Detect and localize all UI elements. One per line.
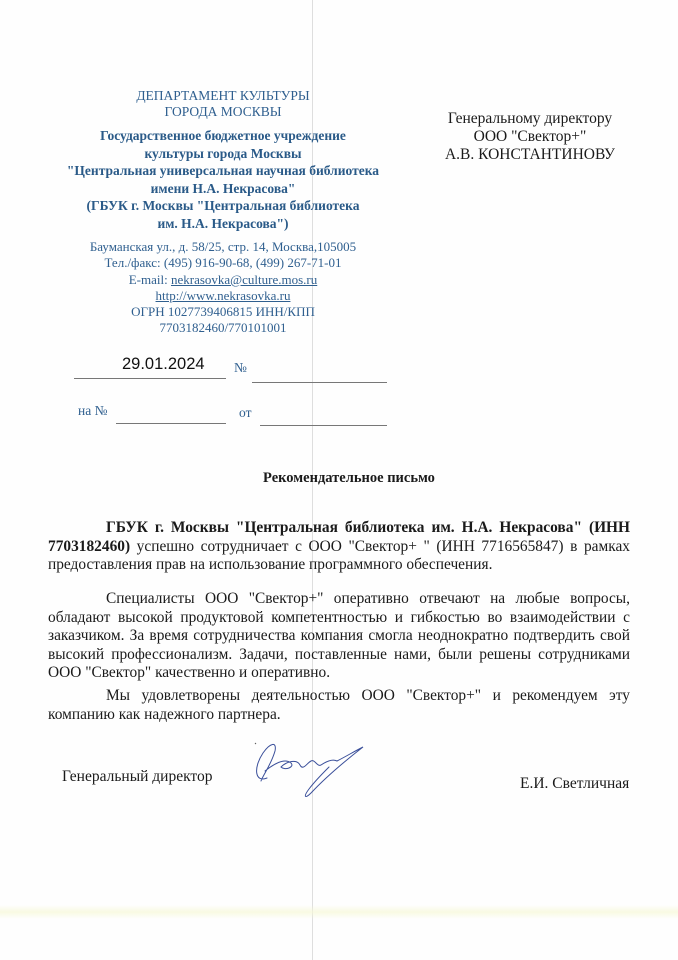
addressee-line: Генеральному директору: [447, 110, 613, 127]
department-line: ГОРОДА МОСКВЫ: [164, 104, 282, 119]
from-label: от: [239, 405, 252, 420]
letterhead-institution: [62, 127, 384, 232]
email-link[interactable]: nekrasovka@culture.mos.ru: [170, 271, 318, 287]
paragraph-1-bold: ГБУК г. Москвы "Центральная библиотека им. Н.А. Некрасова" (ИНН 7703182460): [48, 519, 630, 555]
letter-date: 29.01.2024: [122, 355, 205, 373]
inn-kpp: 7703182460/770101001: [159, 320, 287, 336]
department-line: ДЕПАРТАМЕНТ КУЛЬТУРЫ: [136, 88, 310, 103]
signature-stroke: [257, 744, 363, 796]
institution-line: имени Н.А. Некрасова": [150, 180, 296, 196]
body-paragraph-2: Специалисты ООО "Свектор+" оперативно отвечают на любые вопросы, обладают высокой продуктовой компетентностью и гибкостью во взаимодействии с заказчиком. За время сотрудничества компания смогла неоднократно подтвердить свой высокий профессионализм. Задачи, поставленные нами, были решены сотрудниками ООО "Свектор" качественно и оперативно.: [48, 590, 630, 682]
signatory-position: Генеральный директор: [62, 768, 213, 785]
letter-title: Рекомендательное письмо: [263, 470, 435, 486]
reply-to-underline: [116, 423, 226, 424]
website-line: [62, 288, 384, 304]
handwritten-signature-icon: [245, 733, 370, 803]
addressee-line: А.В. КОНСТАНТИНОВУ: [444, 146, 616, 163]
phone: Тел./факс: (495) 916-90-68, (499) 267-71-01: [104, 255, 342, 271]
signatory-name: Е.И. Светличная: [520, 775, 630, 792]
institution-line: (ГБУК г. Москвы "Центральная библиотека: [86, 198, 360, 213]
signature-dot: [255, 743, 256, 744]
body-paragraph-1: [48, 519, 630, 575]
addressee-line: ООО "Свектор+": [473, 128, 587, 145]
letterhead-department: [62, 88, 384, 120]
address: Бауманская ул., д. 58/25, стр. 14, Москва,105005: [89, 239, 357, 254]
paragraph-1-text: успешно сотрудничает с ООО "Свектор+ " (ИНН 7716565847) в рамках предоставления прав на использование программного обеспечения.: [48, 537, 630, 574]
institution-line: "Центральная универсальная научная библиотека: [66, 163, 380, 178]
reply-to-label: на №: [78, 403, 108, 418]
number-label: №: [234, 360, 247, 375]
institution-line: им. Н.А. Некрасова"): [157, 215, 289, 231]
addressee-block: [420, 110, 640, 164]
number-underline: [252, 382, 387, 383]
ogrn: ОГРН 1027739406815 ИНН/КПП: [131, 304, 315, 320]
date-underline: [74, 378, 226, 379]
email-line: [62, 272, 384, 288]
body-paragraph-3: Мы удовлетворены деятельностью ООО "Свектор+" и рекомендуем эту компанию как надежного партнера.: [48, 687, 630, 723]
institution-line: Государственное бюджетное учреждение: [100, 128, 346, 143]
scan-stain: [0, 905, 678, 919]
from-underline: [260, 425, 387, 426]
email-label: E-mail:: [128, 271, 171, 287]
institution-line: культуры города Москвы: [144, 145, 302, 161]
website-link[interactable]: http://www.nekrasovka.ru: [155, 287, 291, 303]
letterhead-contacts: [62, 239, 384, 337]
